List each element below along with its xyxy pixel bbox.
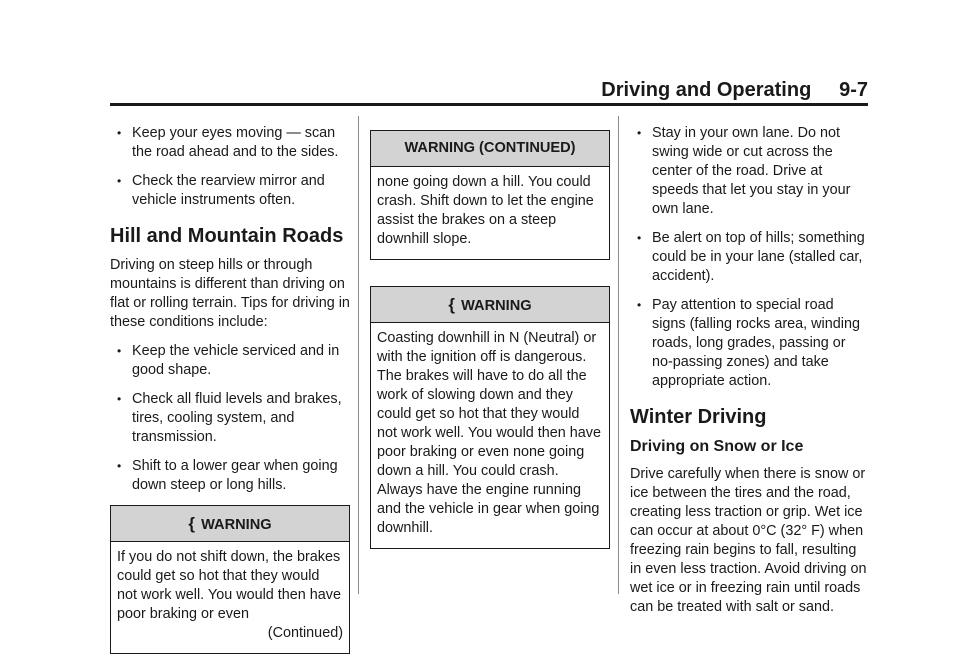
bullet-item <box>630 124 870 219</box>
bullet-text: Keep your eyes moving — scan the road ahead and to the sides. <box>132 125 339 160</box>
bullet-icon: • <box>117 392 122 406</box>
bullet-text: Be alert on top of hills; something could be in your lane (stalled car, accident). <box>652 230 865 284</box>
bullet-icon: • <box>117 126 122 140</box>
bullet-text: Stay in your own lane. Do not swing wide or cut across the center of the road. Drive at speeds that let you stay in your own lane. <box>652 125 851 217</box>
bullet-icon: • <box>117 344 122 358</box>
bullet-item <box>110 390 350 447</box>
column-right <box>630 124 870 627</box>
bullet-text: Check the rearview mirror and vehicle instruments often. <box>132 173 325 208</box>
warning-box-continued <box>370 130 610 260</box>
section-heading: Hill and Mountain Roads <box>110 225 344 247</box>
bullet-icon: • <box>637 231 642 245</box>
bullet-text: Pay attention to special road signs (falling rocks area, winding roads, long grades, passing or no-passing zones) and take appropriate action. <box>652 297 860 389</box>
bullet-text: Keep the vehicle serviced and in good shape. <box>132 343 340 378</box>
warning-header <box>111 506 349 542</box>
bullet-item <box>630 229 870 286</box>
header-title: Driving and Operating 9-7 <box>601 79 868 101</box>
continued-label: (Continued) <box>267 625 343 641</box>
warning-label: WARNING <box>461 298 532 314</box>
column-divider <box>358 116 359 594</box>
warning-body <box>111 542 349 653</box>
warning-icon: { <box>448 295 455 314</box>
section-heading: Winter Driving <box>630 406 767 428</box>
bullet-icon: • <box>117 174 122 188</box>
warning-label: WARNING <box>201 517 272 533</box>
bullet-text: Shift to a lower gear when going down steep or long hills. <box>132 458 338 493</box>
warning-icon: { <box>188 514 195 533</box>
intro-paragraph: Driving on steep hills or through mountains is different than driving on flat or rolling terrain. Tips for driving in these conditions include: <box>110 257 350 330</box>
warning-text: If you do not shift down, the brakes could get so hot that they would not work well. You would then have poor braking or even <box>117 549 342 622</box>
warning-text: Coasting downhill in N (Neutral) or with the ignition off is dangerous. The brakes will have to do all the work of slowing down and they could get so hot that they would not work well. You would then have poor braking or even none going down a hill. You could crash. Always have the engine running and the vehicle in gear when going downhill. <box>377 330 602 536</box>
bullet-text: Check all fluid levels and brakes, tires, cooling system, and transmission. <box>132 391 342 445</box>
header-rule <box>110 103 868 106</box>
column-middle <box>370 124 610 549</box>
subsection-heading: Driving on Snow or Ice <box>630 438 804 455</box>
bullet-item <box>110 172 350 210</box>
bullet-item <box>110 342 350 380</box>
column-left <box>110 124 350 654</box>
bullet-item <box>110 124 350 162</box>
warning-body <box>371 167 609 259</box>
warning-box <box>370 286 610 549</box>
body-paragraph: Drive carefully when there is snow or ice between the tires and the road, creating less traction or grip. Wet ice can occur at about 0°C (32° F) when freezing rain begins to fall, resulting in even less traction. Avoid driving on wet ice or in freezing rain until roads can be treated with salt or sand. <box>630 466 867 615</box>
bullet-item <box>110 457 350 495</box>
warning-header <box>371 287 609 323</box>
warning-body <box>371 323 609 548</box>
warning-label: WARNING (CONTINUED) <box>404 140 576 156</box>
bullet-item <box>630 296 870 391</box>
page-header <box>110 79 868 103</box>
warning-text: none going down a hill. You could crash. Shift down to let the engine assist the brakes on a steep downhill slope. <box>377 174 594 247</box>
column-divider <box>618 116 619 594</box>
warning-box <box>110 505 350 654</box>
bullet-icon: • <box>637 126 642 140</box>
warning-header <box>371 131 609 167</box>
bullet-icon: • <box>637 298 642 312</box>
bullet-icon: • <box>117 459 122 473</box>
